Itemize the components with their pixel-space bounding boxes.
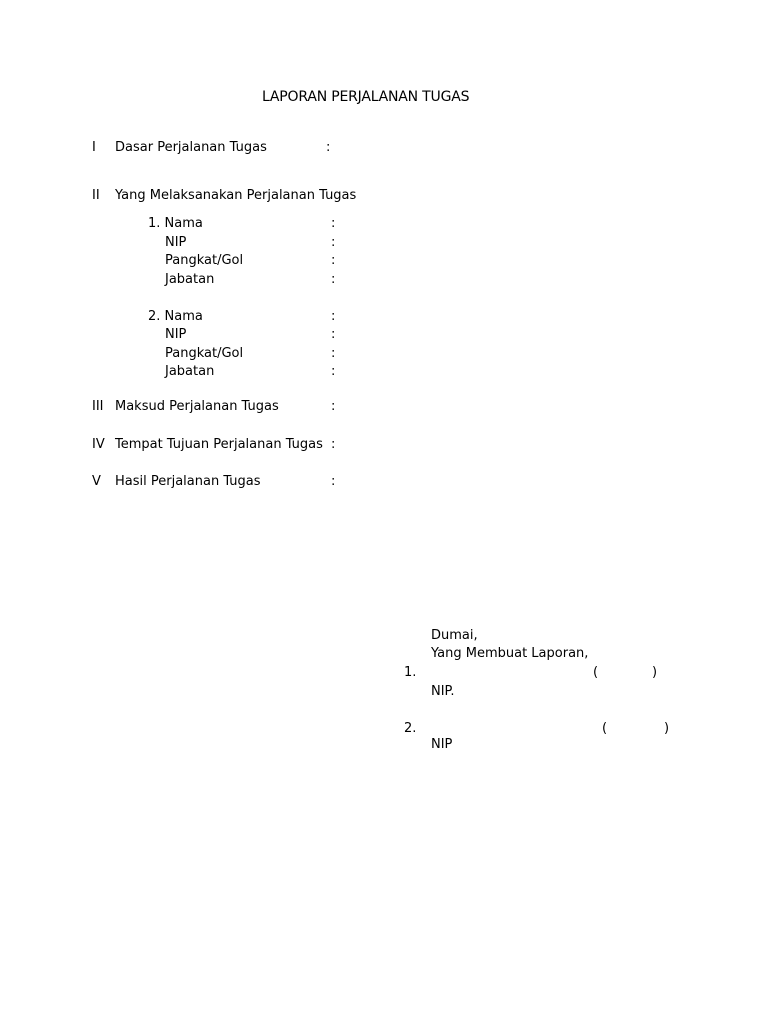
signer-1-nip: NIP.: [431, 684, 455, 699]
person-2-rank-label: Pangkat/Gol: [165, 346, 244, 361]
section-2-number: II: [92, 188, 100, 203]
document-title: LAPORAN PERJALANAN TUGAS: [262, 89, 470, 105]
section-3-colon: :: [331, 399, 336, 414]
signer-2-paren-open: (: [602, 721, 608, 736]
person-1-nip-colon: :: [331, 235, 336, 250]
person-1-position-label: Jabatan: [165, 272, 215, 287]
person-2-name-colon: :: [331, 309, 336, 324]
section-4-number: IV: [92, 437, 105, 452]
section-5-colon: :: [331, 474, 336, 489]
section-3-label: Maksud Perjalanan Tugas: [115, 399, 279, 414]
person-2-rank-colon: :: [331, 346, 336, 361]
signer-2-number: 2.: [404, 721, 417, 736]
signer-1-number: 1.: [404, 665, 417, 680]
section-2-label: Yang Melaksanakan Perjalanan Tugas: [115, 188, 357, 203]
signer-2-nip: NIP: [431, 737, 453, 752]
section-4-colon: :: [331, 437, 336, 452]
signer-1-paren-close: ): [652, 665, 658, 680]
section-4-label: Tempat Tujuan Perjalanan Tugas: [115, 437, 323, 452]
person-1-name-label: 1. Nama: [148, 216, 203, 231]
person-2-name-label: 2. Nama: [148, 309, 203, 324]
person-2-position-colon: :: [331, 364, 336, 379]
signer-1-paren-open: (: [593, 665, 599, 680]
section-1-colon: :: [326, 140, 331, 155]
person-1-rank-colon: :: [331, 253, 336, 268]
person-1-nip-label: NIP: [165, 235, 187, 250]
section-5-number: V: [92, 474, 101, 489]
person-1-position-colon: :: [331, 272, 336, 287]
person-2-nip-colon: :: [331, 327, 336, 342]
signature-author-label: Yang Membuat Laporan,: [431, 646, 589, 661]
section-5-label: Hasil Perjalanan Tugas: [115, 474, 261, 489]
section-1-label: Dasar Perjalanan Tugas: [115, 140, 267, 155]
person-1-name-colon: :: [331, 216, 336, 231]
person-2-nip-label: NIP: [165, 327, 187, 342]
person-1-rank-label: Pangkat/Gol: [165, 253, 244, 268]
person-2-position-label: Jabatan: [165, 364, 215, 379]
section-3-number: III: [92, 399, 104, 414]
section-1-number: I: [92, 140, 96, 155]
signature-place: Dumai,: [431, 628, 478, 643]
signer-2-paren-close: ): [664, 721, 670, 736]
